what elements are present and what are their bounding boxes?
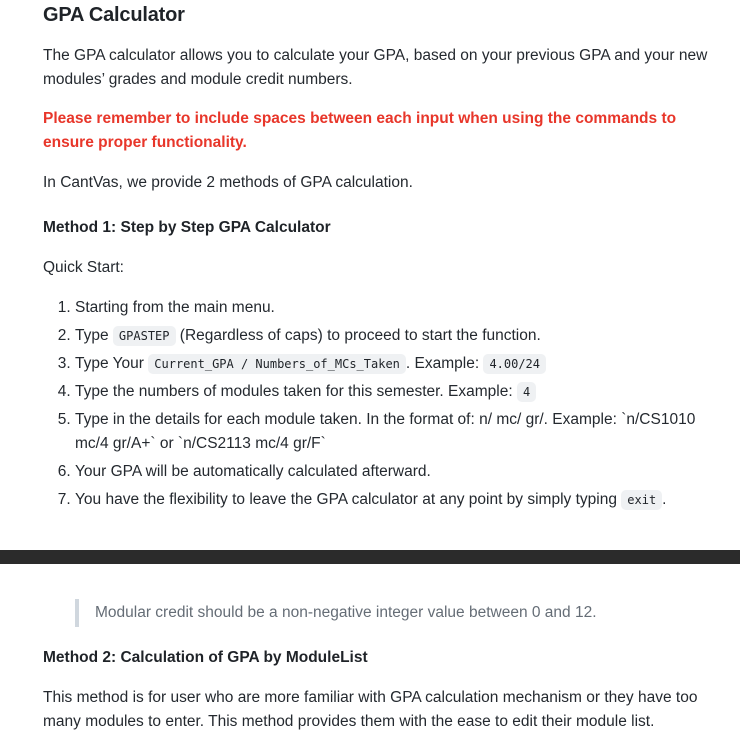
quick-start-section: [43, 256, 720, 280]
methods-intro-text: In CantVas, we provide 2 methods of GPA calculation.: [43, 174, 413, 191]
code-chip: Current_GPA / Numbers_of_MCs_Taken: [148, 354, 406, 374]
note-text: Modular credit should be a non-negative integer value between 0 and 12.: [95, 604, 597, 621]
intro-section: [43, 44, 720, 92]
method1-heading-section: [43, 219, 720, 237]
step-item-4: [75, 380, 720, 404]
step-text: You have the flexibility to leave the GPA calculator at any point by simply typing: [75, 491, 622, 508]
step-item-7: [75, 488, 720, 512]
section-divider: [0, 550, 740, 564]
method2-heading-section: [43, 649, 720, 667]
step-text: Type in the details for each module taken. In the format of: n/ mc/ gr/. Example: `n/CS1010 mc/4 gr/A+` or `n/CS2113 mc/4 gr/F`: [75, 411, 696, 452]
method2-heading: Method 2: Calculation of GPA by ModuleList: [43, 649, 368, 666]
step-text: Type: [75, 327, 113, 344]
step-item-2: [75, 324, 720, 348]
code-chip: 4: [517, 382, 536, 402]
method2-description-section: [43, 686, 720, 734]
method1-heading: Method 1: Step by Step GPA Calculator: [43, 219, 331, 236]
step-item-6: [75, 460, 720, 484]
step-text: Type Your: [75, 355, 149, 372]
step-text: Type the numbers of modules taken for this semester. Example:: [75, 383, 517, 400]
steps-list: [43, 296, 720, 516]
step-item-3: [75, 352, 720, 376]
note-blockquote: [75, 599, 597, 627]
warning-text: Please remember to include spaces between each input when using the commands to ensure proper functionality.: [43, 110, 677, 151]
step-item-5: [75, 408, 720, 456]
step-item-1: [75, 296, 720, 320]
method2-description: This method is for user who are more familiar with GPA calculation mechanism or they have too many modules to enter. This method provides them with the ease to edit their module list.: [43, 689, 698, 730]
step-text: Your GPA will be automatically calculated afterward.: [75, 463, 431, 480]
step-text: . Example:: [405, 355, 484, 372]
methods-intro-section: [43, 171, 720, 195]
warning-section: [43, 107, 720, 155]
step-text: (Regardless of caps) to proceed to start the function.: [175, 327, 541, 344]
step-text: .: [662, 491, 667, 508]
intro-paragraph: The GPA calculator allows you to calculate your GPA, based on your previous GPA and your new modules’ grades and module credit numbers.: [43, 47, 708, 88]
quick-start-label: Quick Start:: [43, 259, 124, 276]
code-chip: GPASTEP: [113, 326, 176, 346]
code-chip: 4.00/24: [483, 354, 546, 374]
step-text: Starting from the main menu.: [75, 299, 275, 316]
page-title: GPA Calculator: [43, 4, 185, 26]
code-chip: exit: [621, 490, 662, 510]
